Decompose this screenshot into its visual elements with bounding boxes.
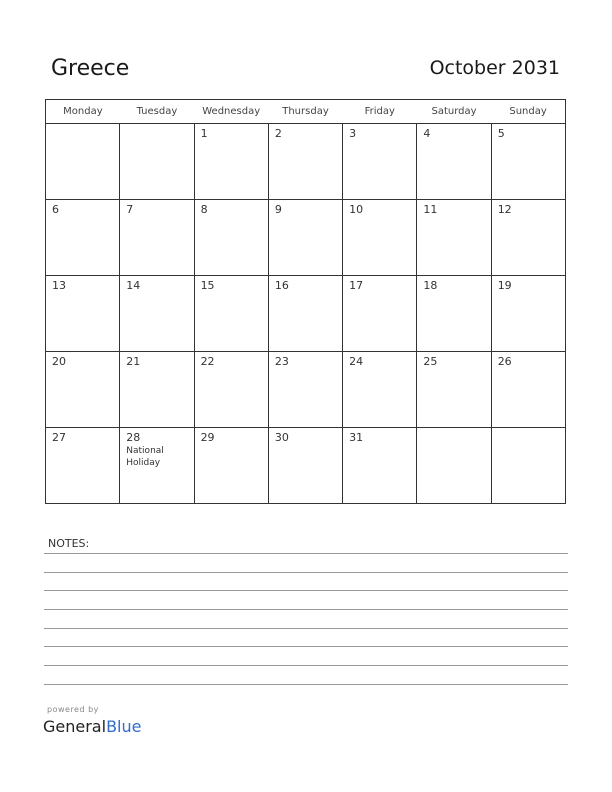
day-cell	[268, 352, 342, 428]
day-cell	[417, 124, 491, 200]
note-line	[44, 646, 568, 647]
day-cell	[417, 276, 491, 352]
day-cell	[46, 352, 120, 428]
day-number: 2	[274, 127, 282, 140]
day-cell	[120, 124, 194, 200]
day-number: 13	[52, 279, 66, 292]
day-cell	[194, 200, 268, 276]
day-number: 4	[423, 127, 431, 140]
notes-label: NOTES:	[48, 537, 90, 550]
day-number: 26	[497, 355, 512, 368]
day-number: 24	[349, 355, 364, 368]
generalblue-logo[interactable]	[43, 717, 141, 736]
note-line	[44, 553, 568, 554]
week-row	[46, 428, 566, 504]
day-cell	[194, 352, 268, 428]
day-cell	[343, 200, 417, 276]
day-cell	[417, 200, 491, 276]
day-cell	[268, 124, 342, 200]
day-number: 1	[200, 127, 208, 140]
weekday-header: Sunday	[491, 100, 565, 124]
day-number: 28	[126, 431, 141, 444]
day-number: 15	[200, 279, 215, 292]
week-row	[46, 352, 566, 428]
day-number: 20	[52, 355, 66, 368]
day-cell	[343, 124, 417, 200]
day-number: 22	[200, 355, 215, 368]
day-number: 5	[497, 127, 505, 140]
day-number: 8	[200, 203, 208, 216]
weekday-header: Friday	[343, 100, 417, 124]
brand-name-part1: General	[43, 717, 107, 736]
day-cell	[194, 124, 268, 200]
day-cell	[268, 200, 342, 276]
note-line	[44, 665, 568, 666]
day-cell	[46, 428, 120, 504]
day-number: 6	[52, 203, 59, 216]
day-number: 16	[274, 279, 289, 292]
day-cell	[120, 200, 194, 276]
day-cell	[343, 428, 417, 504]
weekday-header: Saturday	[417, 100, 491, 124]
day-cell	[491, 124, 565, 200]
day-cell	[268, 276, 342, 352]
day-cell	[46, 200, 120, 276]
week-row	[46, 200, 566, 276]
day-number: 19	[497, 279, 512, 292]
weekday-header: Tuesday	[120, 100, 194, 124]
weekday-header-row	[46, 100, 566, 124]
day-number: 21	[126, 355, 141, 368]
day-number: 9	[274, 203, 282, 216]
day-number: 17	[349, 279, 364, 292]
month-year-title: October 2031	[429, 57, 560, 79]
day-number: 27	[52, 431, 66, 444]
day-number: 31	[349, 431, 364, 444]
day-number: 3	[349, 127, 357, 140]
day-cell	[343, 352, 417, 428]
holiday-label: National Holiday	[126, 446, 164, 468]
day-cell	[46, 276, 120, 352]
note-line	[44, 609, 568, 610]
day-cell	[417, 352, 491, 428]
day-number: 25	[423, 355, 438, 368]
day-cell	[491, 200, 565, 276]
day-number: 10	[349, 203, 364, 216]
day-cell	[194, 428, 268, 504]
day-cell	[194, 276, 268, 352]
brand-name-part2: Blue	[106, 717, 142, 736]
day-number: 11	[423, 203, 438, 216]
calendar-grid	[45, 99, 566, 504]
note-line	[44, 684, 568, 685]
note-line	[44, 572, 568, 573]
weekday-header: Monday	[46, 100, 120, 124]
day-cell	[491, 276, 565, 352]
day-cell	[120, 428, 194, 504]
day-cell	[268, 428, 342, 504]
day-number: 29	[200, 431, 215, 444]
day-cell	[491, 352, 565, 428]
day-cell	[120, 276, 194, 352]
weekday-header: Thursday	[268, 100, 342, 124]
note-line	[44, 590, 568, 591]
day-cell	[343, 276, 417, 352]
day-number: 7	[126, 203, 134, 216]
country-title: Greece	[51, 56, 130, 81]
week-row	[46, 276, 566, 352]
day-cell	[120, 352, 194, 428]
day-number: 30	[274, 431, 289, 444]
day-number: 18	[423, 279, 438, 292]
day-cell	[417, 428, 491, 504]
note-line	[44, 628, 568, 629]
weekday-header: Wednesday	[194, 100, 268, 124]
day-cell	[491, 428, 565, 504]
day-number: 12	[497, 203, 512, 216]
day-number: 14	[126, 279, 141, 292]
day-number: 23	[274, 355, 289, 368]
day-cell	[46, 124, 120, 200]
week-row	[46, 124, 566, 200]
powered-by-text: powered by	[47, 705, 99, 714]
